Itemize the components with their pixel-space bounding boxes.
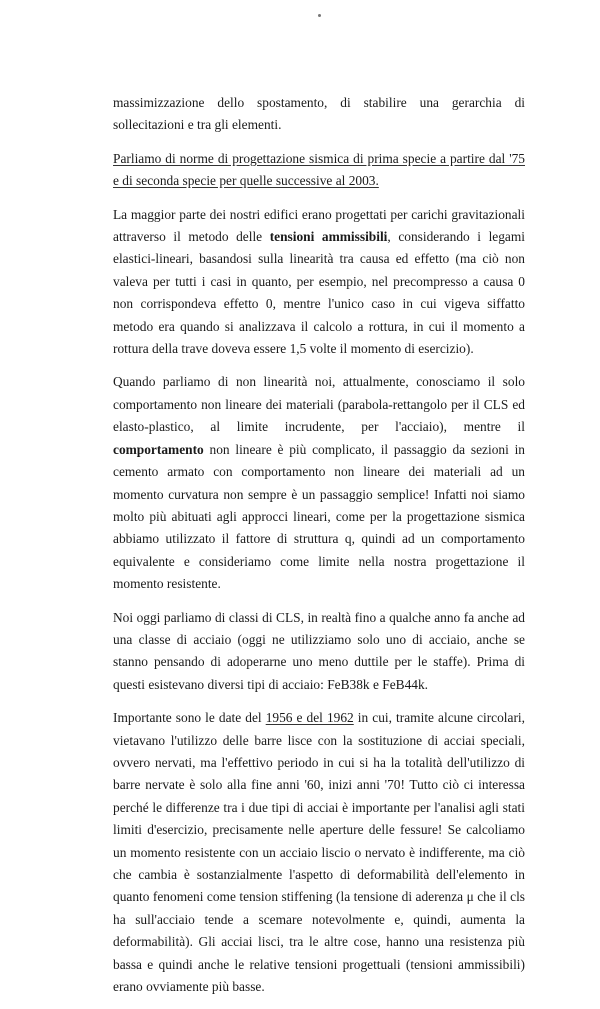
text-span: Importante sono le date del [113, 710, 266, 726]
text-span: , considerando i legami elastici-lineari, basandosi sulla linearità tra causa ed effetto (ma ciò non valeva per tutti i casi in quanto, per esempio, nel precompresso a causa 0 non corrispondeva effetto 0, mentre l'unico caso in cui vigeva siffatto metodo era quando si analizzava il calcolo a rottura, in cui il momento a rottura della trave doveva essere 1,5 volte il momento di esercizio). [113, 229, 526, 357]
paragraph-2 [113, 148, 525, 193]
paragraph-6 [113, 707, 525, 998]
text-span: non lineare è più complicato, il passaggio da sezioni in cemento armato con comportamento non lineare dei materiali ad un momento curvatura non sempre è un passaggio semplice! Infatti noi siamo molto più abituati agli approcci lineari, come per la progettazione sismica abbiamo utilizzato il fattore di struttura q, quindi ad un comportamento equivalente e consideriamo come limite nella nostra progettazione il momento resistente. [113, 441, 525, 592]
paragraph-4 [113, 371, 525, 595]
text-span: Noi oggi parliamo di classi di CLS, in realtà fino a qualche anno fa anche ad una classe di acciaio (oggi ne utilizziamo solo uno di acciaio, anche se stanno pensando di adoperarne uno meno duttile per le staffe). Prima di questi esistevano diversi tipi di acciaio: FeB38k e FeB44k. [113, 609, 525, 692]
bold-term: comportamento [113, 441, 204, 457]
text-span: in cui, tramite alcune circolari, vietavano l'utilizzo delle barre lisce con la sostituzione di acciai speciali, ovvero nervati, ma l'effettivo periodo in cui si ha la totalità dell'utilizzo di barre nervate è solo alla fine anni '60, inizi anni '70! Tutto ciò ci interessa perché le differenze tra i due tipi di acciai è importante per l'analisi agli stati limiti d'esercizio, precisamente nelle aperture delle fessure! Se calcoliamo un momento resistente con un acciaio liscio o nervato è indifferente, ma ciò che cambia è sostanzialmente l'aspetto di deformabilità dell'elemento in quanto fenomeni come tension stiffening (la tensione di aderenza μ che il cls ha sull'acciaio tende a scemare notevolmente e, quindi, aumenta la deformabilità). Gli acciai lisci, tra le altre cose, hanno una resistenza più bassa e quindi anche le relative tensioni progettuali (tensioni ammissibili) erano ovviamente più basse. [113, 710, 525, 995]
scan-speck [318, 14, 321, 17]
underlined-dates: 1956 e del 1962 [265, 710, 354, 726]
paragraph-5 [113, 607, 525, 697]
paragraph-1 [113, 92, 525, 137]
text-span: La maggior parte dei nostri edifici erano progettati per carichi gravitazionali attraverso il metodo delle [113, 206, 525, 245]
bold-term: tensioni ammissibili [269, 229, 388, 245]
underlined-text: Parliamo di norme di progettazione sismica di prima specie a partire dal '75 e di seconda specie per quelle successive al 2003. [113, 150, 525, 189]
text-span: massimizzazione dello spostamento, di stabilire una gerarchia di sollecitazioni e tra gli elementi. [113, 95, 525, 133]
text-span: Quando parliamo di non linearità noi, attualmente, conosciamo il solo comportamento non lineare dei materiali (parabola-rettangolo per il CLS ed elasto-plastico, al limite incrudente, per l'acciaio), mentre il [113, 374, 525, 435]
paragraph-3 [113, 204, 525, 361]
document-page [113, 92, 525, 1009]
